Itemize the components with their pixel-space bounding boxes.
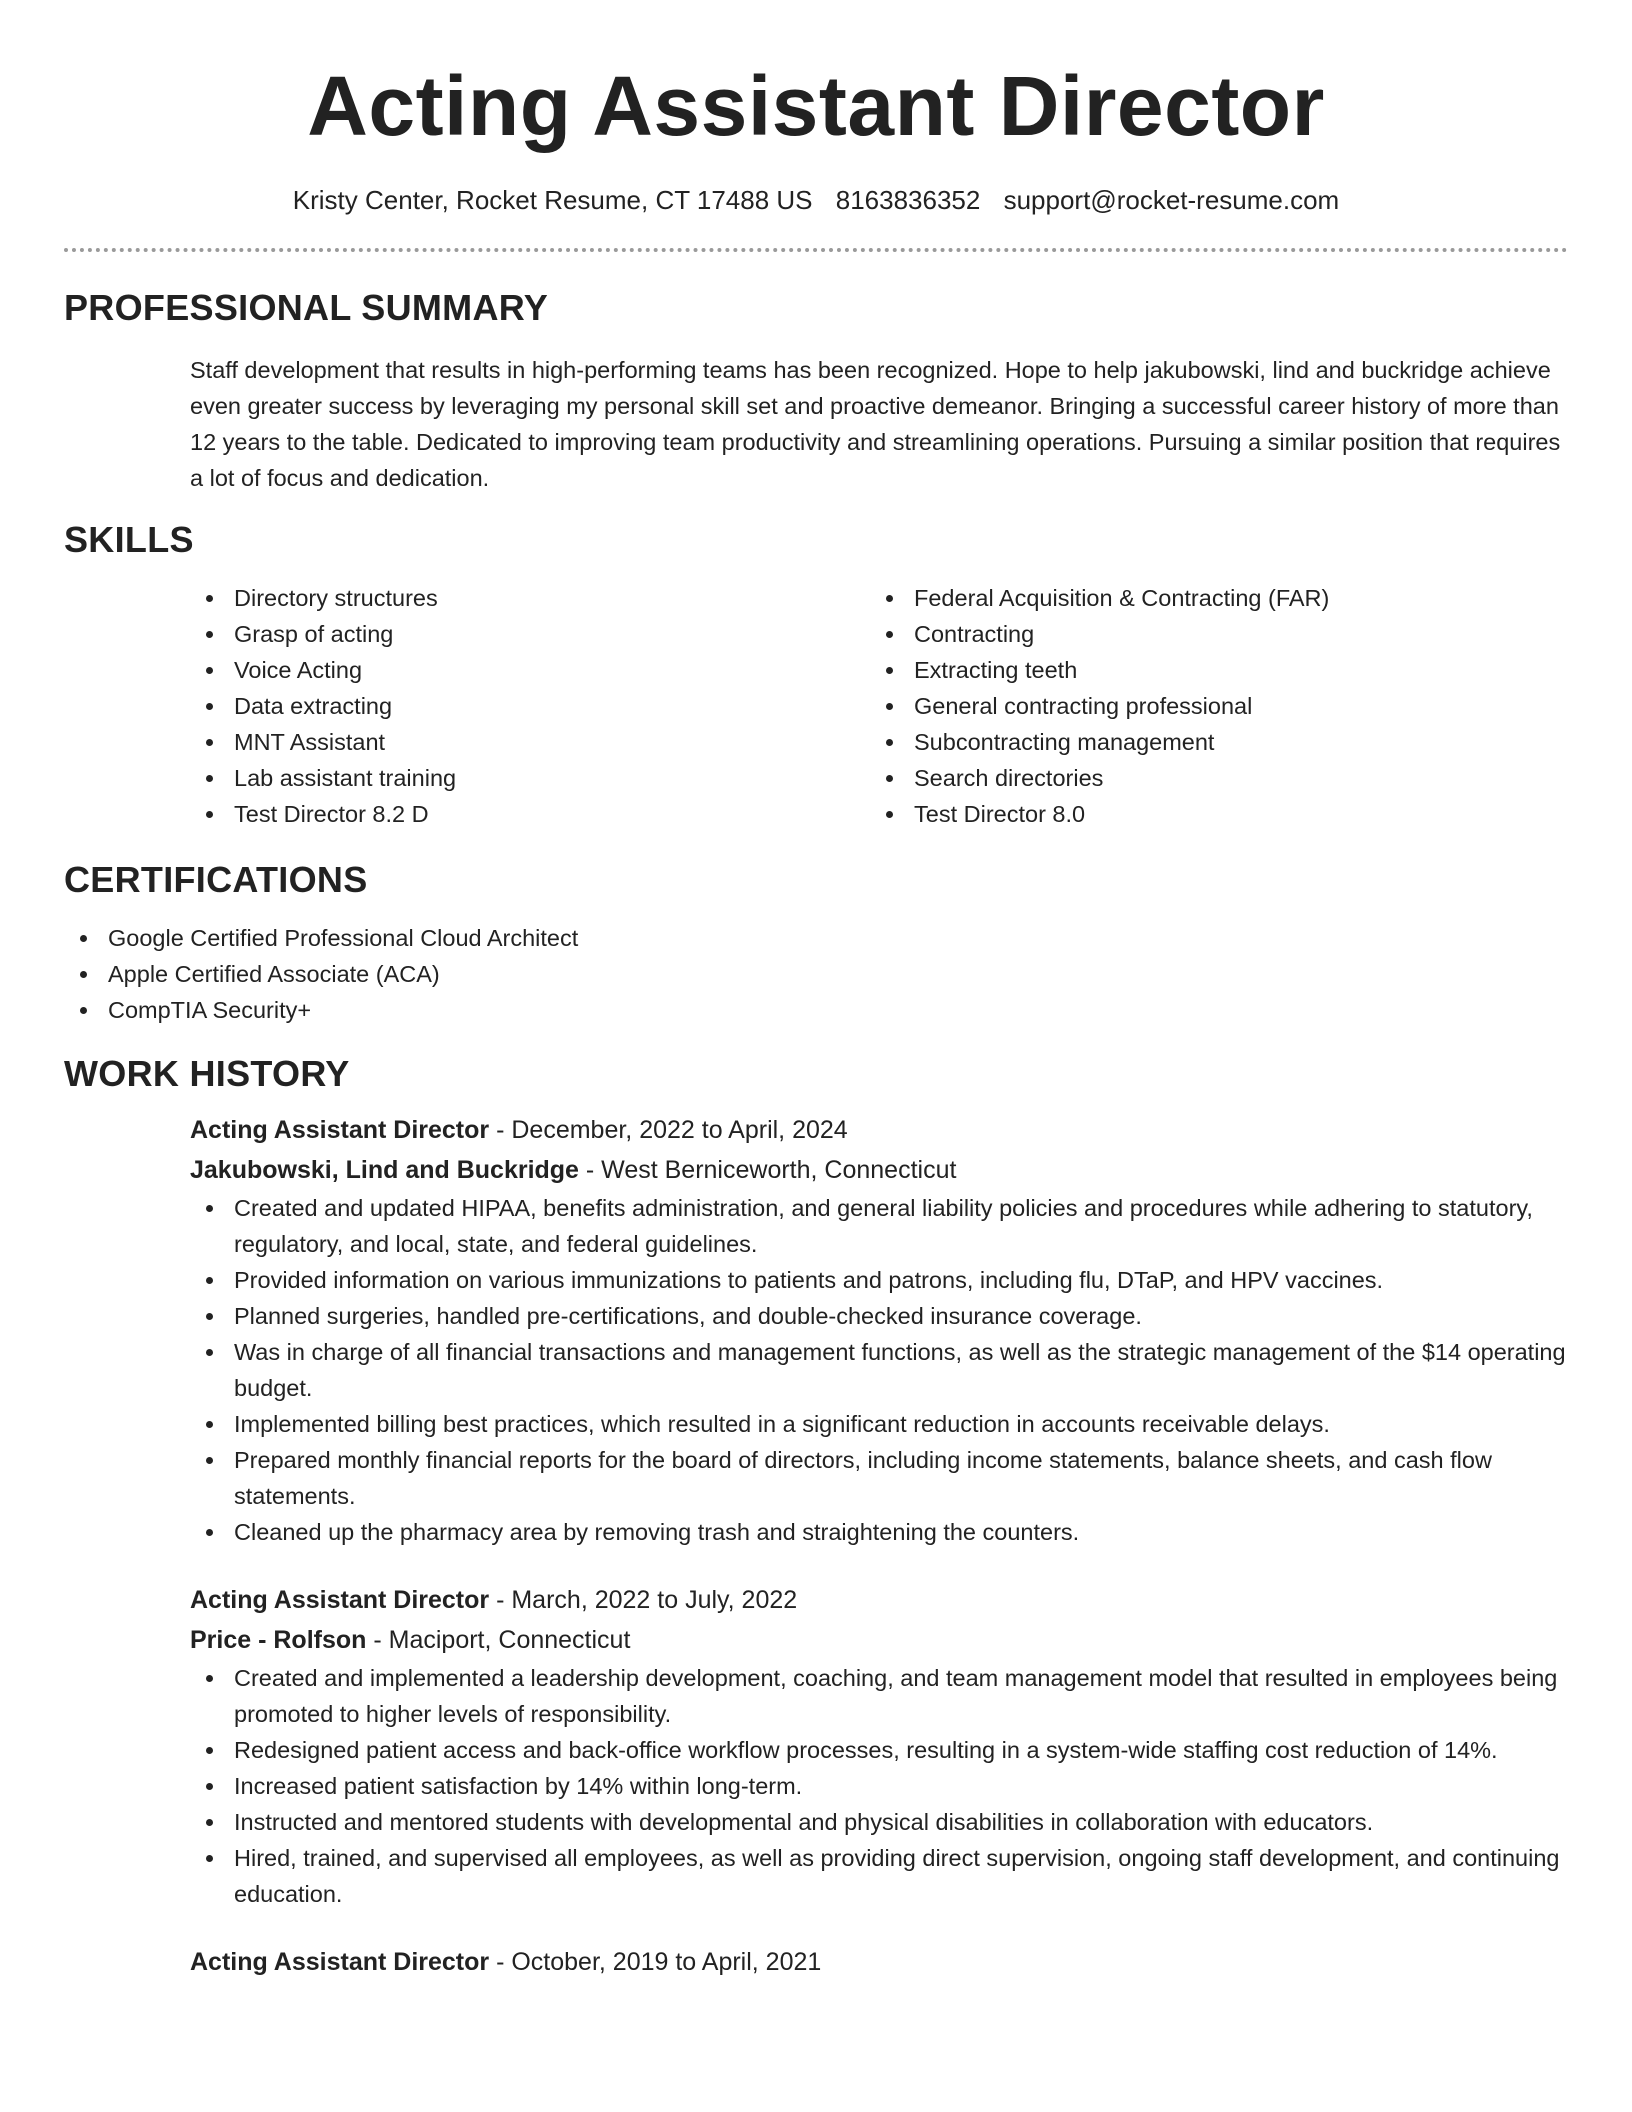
job-bullet: Provided information on various immunizations to patients and patrons, including flu, DTaP, and HPV vaccines. <box>190 1262 1568 1298</box>
certifications-list <box>64 920 1568 1028</box>
skill-item: Federal Acquisition & Contracting (FAR) <box>870 580 1550 616</box>
job-title: Acting Assistant Director <box>190 1948 490 1976</box>
skill-item: General contracting professional <box>870 688 1550 724</box>
skill-item: Data extracting <box>190 688 870 724</box>
skills-list-left <box>190 580 870 832</box>
skill-item: Test Director 8.2 D <box>190 796 870 832</box>
job-entry <box>190 1110 1568 1550</box>
job-dates: - October, 2019 to April, 2021 <box>489 1948 822 1976</box>
work-history-heading: WORK HISTORY <box>64 1053 350 1094</box>
job-bullet: Redesigned patient access and back-office workflow processes, resulting in a system-wide staffing cost reduction of 14%. <box>190 1732 1568 1768</box>
skill-item: MNT Assistant <box>190 724 870 760</box>
job-title: Acting Assistant Director <box>190 1116 490 1144</box>
job-company: Price - Rolfson <box>190 1626 367 1654</box>
skills-grid <box>190 580 1568 832</box>
skills-section <box>64 518 1568 832</box>
job-bullet: Was in charge of all financial transactions and management functions, as well as the strategic management of the $14 operating budget. <box>190 1334 1568 1406</box>
skill-item: Test Director 8.0 <box>870 796 1550 832</box>
job-bullets <box>190 1660 1568 1912</box>
job-location: - West Berniceworth, Connecticut <box>578 1156 957 1184</box>
job-title: Acting Assistant Director <box>190 1586 490 1614</box>
job-bullets <box>190 1190 1568 1550</box>
certification-item: Apple Certified Associate (ACA) <box>64 956 1568 992</box>
skill-item: Directory structures <box>190 580 870 616</box>
contact-line <box>64 182 1568 218</box>
contact-address: Kristy Center, Rocket Resume, CT 17488 US <box>292 185 813 215</box>
resume-title: Acting Assistant Director <box>307 59 1325 153</box>
job-bullet: Prepared monthly financial reports for the board of directors, including income statements, balance sheets, and cash flow statements. <box>190 1442 1568 1514</box>
job-location: - Maciport, Connecticut <box>366 1626 631 1654</box>
certification-item: CompTIA Security+ <box>64 992 1568 1028</box>
job-company: Jakubowski, Lind and Buckridge <box>190 1156 579 1184</box>
job-bullet: Hired, trained, and supervised all employees, as well as providing direct supervision, ongoing staff development, and continuing education. <box>190 1840 1568 1912</box>
job-bullet: Created and updated HIPAA, benefits administration, and general liability policies and procedures while adhering to statutory, regulatory, and local, state, and federal guidelines. <box>190 1190 1568 1262</box>
job-bullet: Implemented billing best practices, which resulted in a significant reduction in accounts receivable delays. <box>190 1406 1568 1442</box>
summary-section <box>64 286 1568 496</box>
job-company-line <box>190 1620 1568 1660</box>
summary-heading: PROFESSIONAL SUMMARY <box>64 287 549 328</box>
skill-item: Search directories <box>870 760 1550 796</box>
job-bullet: Cleaned up the pharmacy area by removing trash and straightening the counters. <box>190 1514 1568 1550</box>
work-history-section <box>64 1052 1568 1982</box>
skills-heading: SKILLS <box>64 519 194 560</box>
job-dates: - December, 2022 to April, 2024 <box>489 1116 848 1144</box>
job-title-line <box>190 1580 1568 1620</box>
skill-item: Contracting <box>870 616 1550 652</box>
job-title-line <box>190 1110 1568 1150</box>
job-entry <box>190 1942 1568 1982</box>
certifications-heading: CERTIFICATIONS <box>64 859 368 900</box>
skill-item: Extracting teeth <box>870 652 1550 688</box>
summary-text: Staff development that results in high-performing teams has been recognized. Hope to help jakubowski, lind and buckridge achieve even greater success by leveraging my personal skill set and proactive demeanor. Bringing a successful career history of more than 12 years to the table. Dedicated to improving team productivity and streamlining operations. Pursuing a similar position that requires a lot of focus and dedication. <box>190 357 1561 491</box>
job-dates: - March, 2022 to July, 2022 <box>489 1586 798 1614</box>
job-bullet: Increased patient satisfaction by 14% within long-term. <box>190 1768 1568 1804</box>
skill-item: Grasp of acting <box>190 616 870 652</box>
skill-item: Lab assistant training <box>190 760 870 796</box>
skills-list-right <box>870 580 1550 832</box>
certifications-section <box>64 858 1568 1028</box>
contact-email: support@rocket-resume.com <box>1003 185 1340 215</box>
skill-item: Subcontracting management <box>870 724 1550 760</box>
job-bullet: Created and implemented a leadership development, coaching, and team management model that resulted in employees being promoted to higher levels of responsibility. <box>190 1660 1568 1732</box>
job-bullet: Instructed and mentored students with developmental and physical disabilities in collaboration with educators. <box>190 1804 1568 1840</box>
job-company-line <box>190 1150 1568 1190</box>
resume-page <box>64 0 1568 1982</box>
certification-item: Google Certified Professional Cloud Architect <box>64 920 1568 956</box>
header-divider <box>64 248 1568 252</box>
job-bullet: Planned surgeries, handled pre-certifications, and double-checked insurance coverage. <box>190 1298 1568 1334</box>
job-entry <box>190 1580 1568 1912</box>
job-title-line <box>190 1942 1568 1982</box>
skill-item: Voice Acting <box>190 652 870 688</box>
contact-phone: 8163836352 <box>835 185 981 215</box>
